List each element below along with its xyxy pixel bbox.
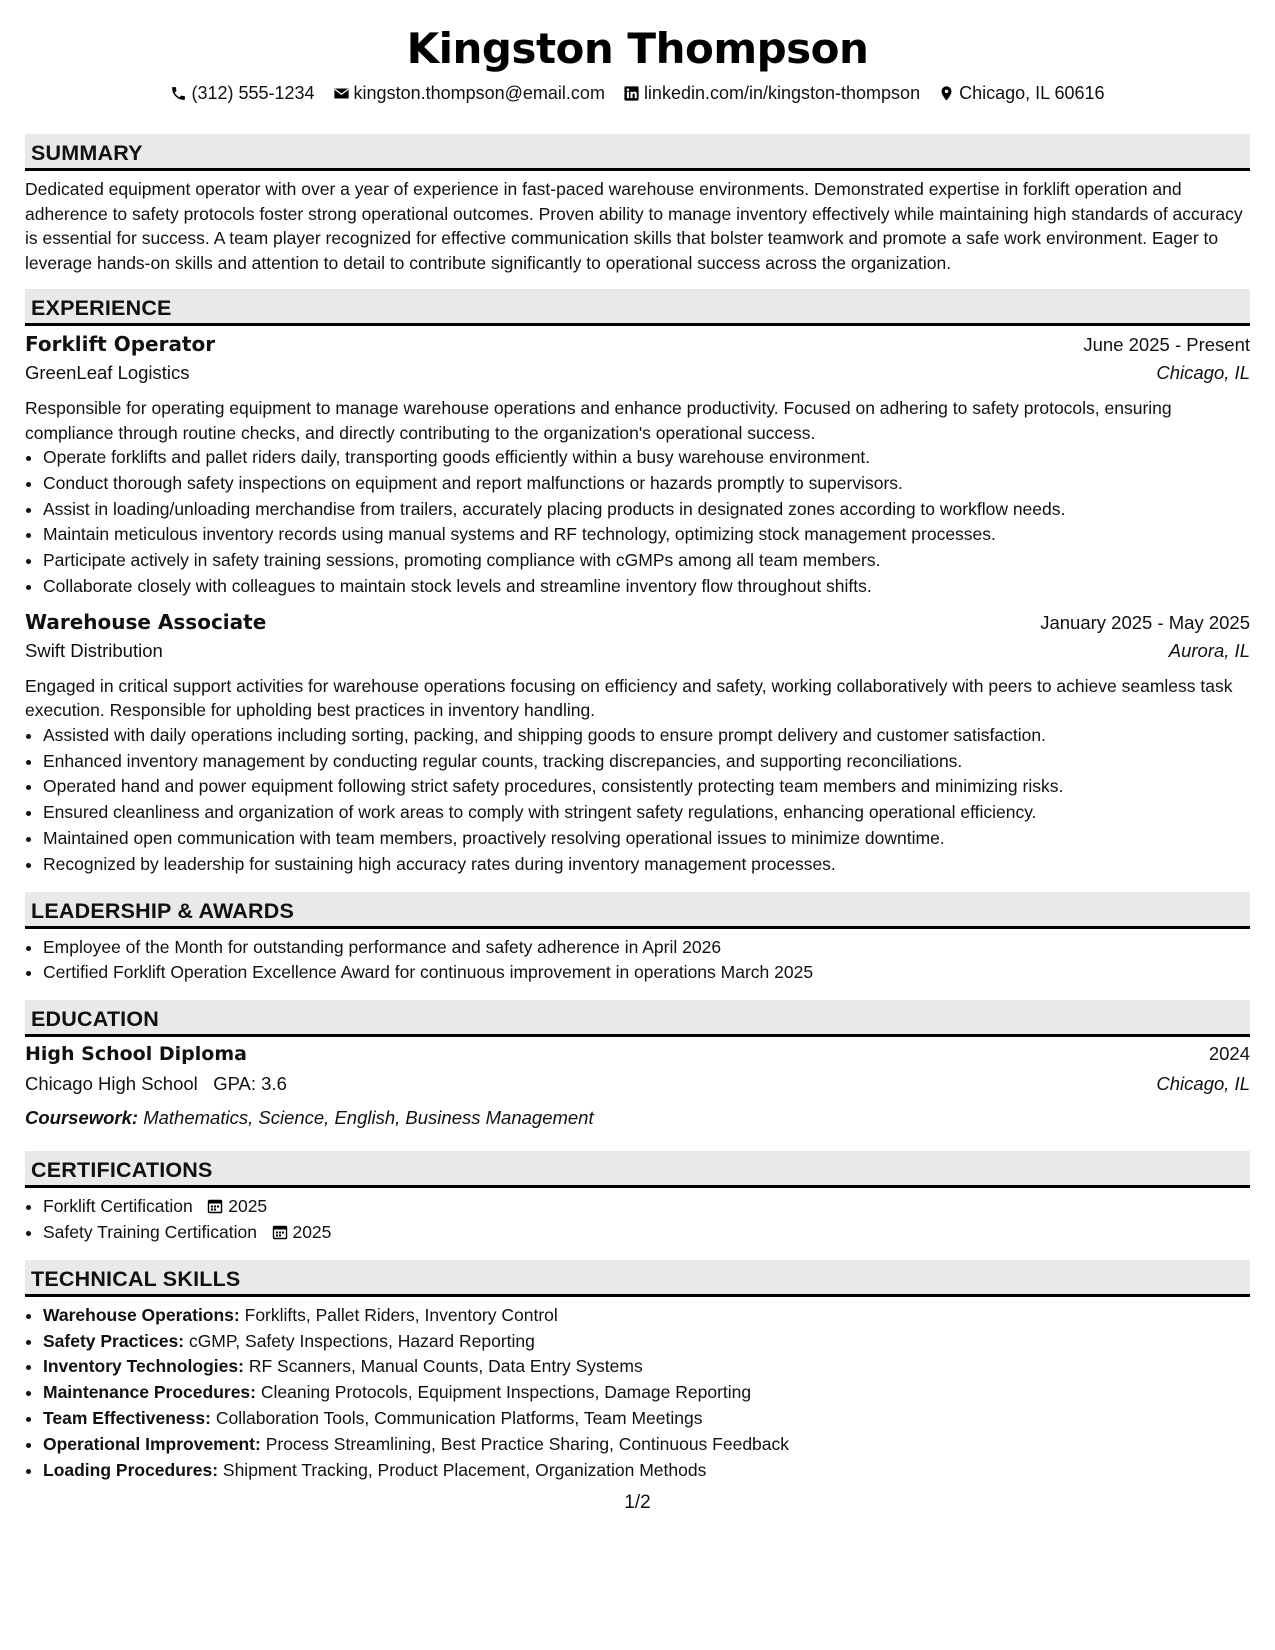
list-item: • Conduct thorough safety inspections on equipment and report malfunctions or hazards promptly to supervisors. — [43, 471, 1250, 497]
location-text: Chicago, IL 60616 — [959, 82, 1105, 103]
location-icon — [938, 85, 955, 102]
email-icon — [333, 85, 350, 102]
job-dates: June 2025 - Present — [1083, 334, 1250, 355]
skill-values: Forklifts, Pallet Riders, Inventory Control — [244, 1304, 558, 1325]
skill-category: Warehouse Operations: — [43, 1304, 240, 1325]
list-item — [43, 1220, 1250, 1246]
cert-name: Forklift Certification — [43, 1196, 193, 1217]
education-entry — [25, 1043, 1250, 1133]
list-item — [43, 1303, 1250, 1329]
skill-values: Cleaning Protocols, Equipment Inspections, Damage Reporting — [260, 1382, 752, 1403]
list-item: • Ensured cleanliness and organization of work areas to comply with stringent safety regulations, enhancing operational efficiency. — [43, 800, 1250, 826]
job-bullets — [25, 445, 1250, 600]
resume-page — [25, 0, 1250, 1483]
skill-values: Process Streamlining, Best Practice Sharing, Continuous Feedback — [265, 1433, 790, 1454]
linkedin-text: linkedin.com/in/kingston-thompson — [643, 82, 921, 103]
job-dates: January 2025 - May 2025 — [1040, 611, 1250, 633]
skill-values: Collaboration Tools, Communication Platforms, Team Meetings — [215, 1407, 703, 1428]
skills-list — [25, 1303, 1250, 1484]
list-item: • Maintained open communication with team members, proactively resolving operational issues to minimize downtime. — [43, 826, 1250, 852]
section-education-heading: EDUCATION — [25, 1000, 1250, 1037]
list-item: • Operate forklifts and pallet riders daily, transporting goods efficiently within a busy warehouse environment. — [43, 445, 1250, 471]
coursework — [25, 1103, 1250, 1133]
list-item: • Collaborate closely with colleagues to maintain stock levels and streamline inventory flow throughout shifts. — [43, 574, 1250, 600]
job-description: Responsible for operating equipment to manage warehouse operations and enhance productivity. Focused on adhering to safety protocols, ensuring compliance through routine checks, and directly contributing to the organization's operational success. — [25, 398, 1172, 443]
job-description: Engaged in critical support activities for warehouse operations focusing on efficiency and safety, working collaboratively with peers to achieve seamless task execution. Responsible for upholding best practices in inventory handling. — [25, 675, 1233, 721]
skill-values: Shipment Tracking, Product Placement, Organization Methods — [222, 1459, 707, 1480]
calendar-icon — [272, 1222, 288, 1242]
candidate-name: Kingston Thompson — [406, 24, 869, 73]
skill-category: Inventory Technologies: — [43, 1356, 244, 1377]
job-location: Aurora, IL — [1168, 639, 1250, 661]
list-item: • Recognized by leadership for sustaining high accuracy rates during inventory management processes. — [43, 852, 1250, 878]
list-item — [43, 1380, 1250, 1406]
job-entry — [25, 610, 1250, 878]
list-item: • Certified Forklift Operation Excellence Award for continuous improvement in operations March 2025 — [43, 960, 1250, 986]
skill-values: RF Scanners, Manual Counts, Data Entry Systems — [248, 1356, 643, 1377]
awards-list — [25, 935, 1250, 987]
email-text: kingston.thompson@email.com — [353, 82, 605, 103]
contact-phone[interactable] — [170, 83, 314, 104]
list-item — [43, 1194, 1250, 1220]
section-certifications-heading: CERTIFICATIONS — [25, 1151, 1250, 1188]
degree: High School Diploma — [25, 1043, 247, 1066]
job-title: Forklift Operator — [25, 332, 216, 356]
skill-category: Team Effectiveness: — [43, 1407, 211, 1428]
list-item: • Enhanced inventory management by conducting regular counts, tracking discrepancies, and supporting reconciliations. — [43, 749, 1250, 775]
calendar-icon — [207, 1196, 223, 1216]
cert-year: 2025 — [228, 1196, 268, 1217]
job-bullets — [25, 723, 1250, 878]
list-item — [43, 1354, 1250, 1380]
list-item: • Participate actively in safety training sessions, promoting compliance with cGMPs among all team members. — [43, 548, 1250, 574]
coursework-label: Coursework: — [25, 1107, 139, 1129]
job-company: Swift Distribution — [25, 639, 163, 661]
graduation-year: 2024 — [1208, 1043, 1250, 1065]
section-summary-heading: SUMMARY — [25, 134, 1250, 171]
phone-text: (312) 555-1234 — [191, 82, 315, 103]
linkedin-icon — [623, 85, 640, 102]
section-skills-heading: TECHNICAL SKILLS — [25, 1260, 1250, 1297]
certifications-list — [25, 1194, 1250, 1246]
job-title: Warehouse Associate — [25, 609, 267, 634]
list-item — [43, 1406, 1250, 1432]
skill-category: Maintenance Procedures: — [43, 1382, 256, 1403]
contact-location — [938, 83, 1104, 104]
skill-category: Operational Improvement: — [43, 1433, 261, 1454]
contact-bar — [25, 78, 1250, 108]
skill-category: Loading Procedures: — [43, 1459, 219, 1480]
gpa: GPA: 3.6 — [213, 1073, 287, 1095]
section-awards-heading: LEADERSHIP & AWARDS — [25, 892, 1250, 929]
list-item — [43, 1458, 1250, 1484]
section-experience-heading: EXPERIENCE — [25, 289, 1250, 326]
job-entry — [25, 332, 1250, 600]
cert-name: Safety Training Certification — [43, 1221, 257, 1242]
phone-icon — [170, 85, 187, 102]
contact-email[interactable] — [333, 83, 605, 104]
list-item: • Assisted with daily operations including sorting, packing, and shipping goods to ensure prompt delivery and customer satisfaction. — [43, 723, 1250, 749]
coursework-list: Mathematics, Science, English, Business Management — [143, 1107, 594, 1129]
list-item: • Maintain meticulous inventory records using manual systems and RF technology, optimizing stock management processes. — [43, 522, 1250, 548]
contact-linkedin[interactable] — [623, 83, 920, 104]
cert-year: 2025 — [292, 1221, 332, 1242]
job-location: Chicago, IL — [1156, 362, 1250, 383]
skill-category: Safety Practices: — [43, 1330, 185, 1351]
list-item — [43, 1329, 1250, 1355]
school-name: Chicago High School — [25, 1073, 198, 1095]
summary-text: Dedicated equipment operator with over a year of experience in fast-paced warehouse environments. Demonstrated expertise in forklift operation and adherence to safety protocols foster strong operational outcomes. Proven ability to manage inventory effectively while maintaining high standards of accuracy is essential for success. A team player recognized for effective communication skills that bolster teamwork and promote a safe work environment. Eager to leverage hands-on skills and attention to detail to contribute significantly to operational success across the organization. — [25, 179, 1243, 273]
skill-values: cGMP, Safety Inspections, Hazard Reporting — [188, 1330, 535, 1351]
list-item — [43, 1432, 1250, 1458]
school-location: Chicago, IL — [1156, 1073, 1250, 1095]
job-company: GreenLeaf Logistics — [25, 362, 190, 383]
list-item: • Assist in loading/unloading merchandise from trailers, accurately placing products in designated zones according to workflow needs. — [43, 497, 1250, 523]
list-item: • Operated hand and power equipment following strict safety procedures, consistently protecting team members and minimizing risks. — [43, 774, 1250, 800]
list-item: • Employee of the Month for outstanding performance and safety adherence in April 2026 — [43, 935, 1250, 961]
page-number: 1/2 — [624, 1492, 651, 1513]
